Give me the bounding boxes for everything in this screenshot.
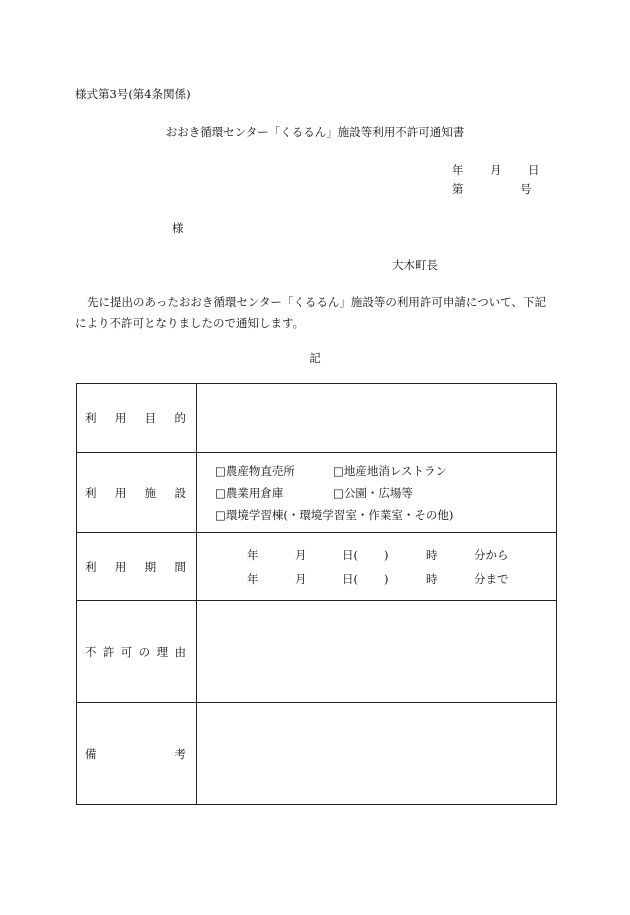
period-end: 年 月 日( ) 時 分まで (247, 571, 509, 586)
date-line (452, 162, 540, 178)
date-month: 月 (490, 163, 502, 177)
addressee-suffix: 様 (172, 221, 184, 235)
period-field[interactable] (197, 533, 557, 601)
number-suffix: 号 (520, 182, 532, 196)
row-facility (77, 453, 557, 533)
label-remarks: 備 考 (77, 703, 197, 805)
facility-checkbox-warehouse[interactable]: □農業用倉庫 (215, 485, 284, 500)
issuer: 大木町長 (392, 258, 438, 272)
facility-checkbox-env-building[interactable]: □環境学習棟(・環境学習室・作業室・その他) (215, 507, 454, 522)
label-purpose: 利 用 目 的 (77, 384, 197, 453)
date-day: 日 (528, 163, 540, 177)
notice-body-text: 先に提出のあったおおき循環センター「くるるん」施設等の利用許可申請について、下記により不許可となりましたので通知します。 (75, 295, 546, 330)
form-number: 様式第3号(第4条関係) (75, 87, 191, 101)
row-remarks (77, 703, 557, 805)
record-table (76, 383, 557, 805)
label-facility: 利 用 施 設 (77, 453, 197, 533)
period-start: 年 月 日( ) 時 分から (247, 547, 509, 562)
row-period (77, 533, 557, 601)
facility-checkbox-park[interactable]: □公園・広場等 (333, 485, 413, 500)
row-reason (77, 601, 557, 703)
label-reason: 不 許 可 の 理 由 (77, 601, 197, 703)
document-title: おおき循環センター「くるるん」施設等利用不許可通知書 (165, 125, 465, 139)
facility-options (197, 453, 557, 533)
remarks-field[interactable] (197, 703, 557, 805)
row-purpose (77, 384, 557, 453)
number-prefix: 第 (452, 182, 464, 196)
purpose-field[interactable] (197, 384, 557, 453)
ki-heading: 記 (309, 351, 321, 365)
facility-checkbox-direct-sales[interactable]: □農産物直売所 (215, 463, 295, 478)
number-line (452, 181, 532, 197)
label-period: 利 用 期 間 (77, 533, 197, 601)
facility-checkbox-restaurant[interactable]: □地産地消レストラン (333, 463, 448, 478)
reason-field[interactable] (197, 601, 557, 703)
date-year: 年 (452, 163, 464, 177)
